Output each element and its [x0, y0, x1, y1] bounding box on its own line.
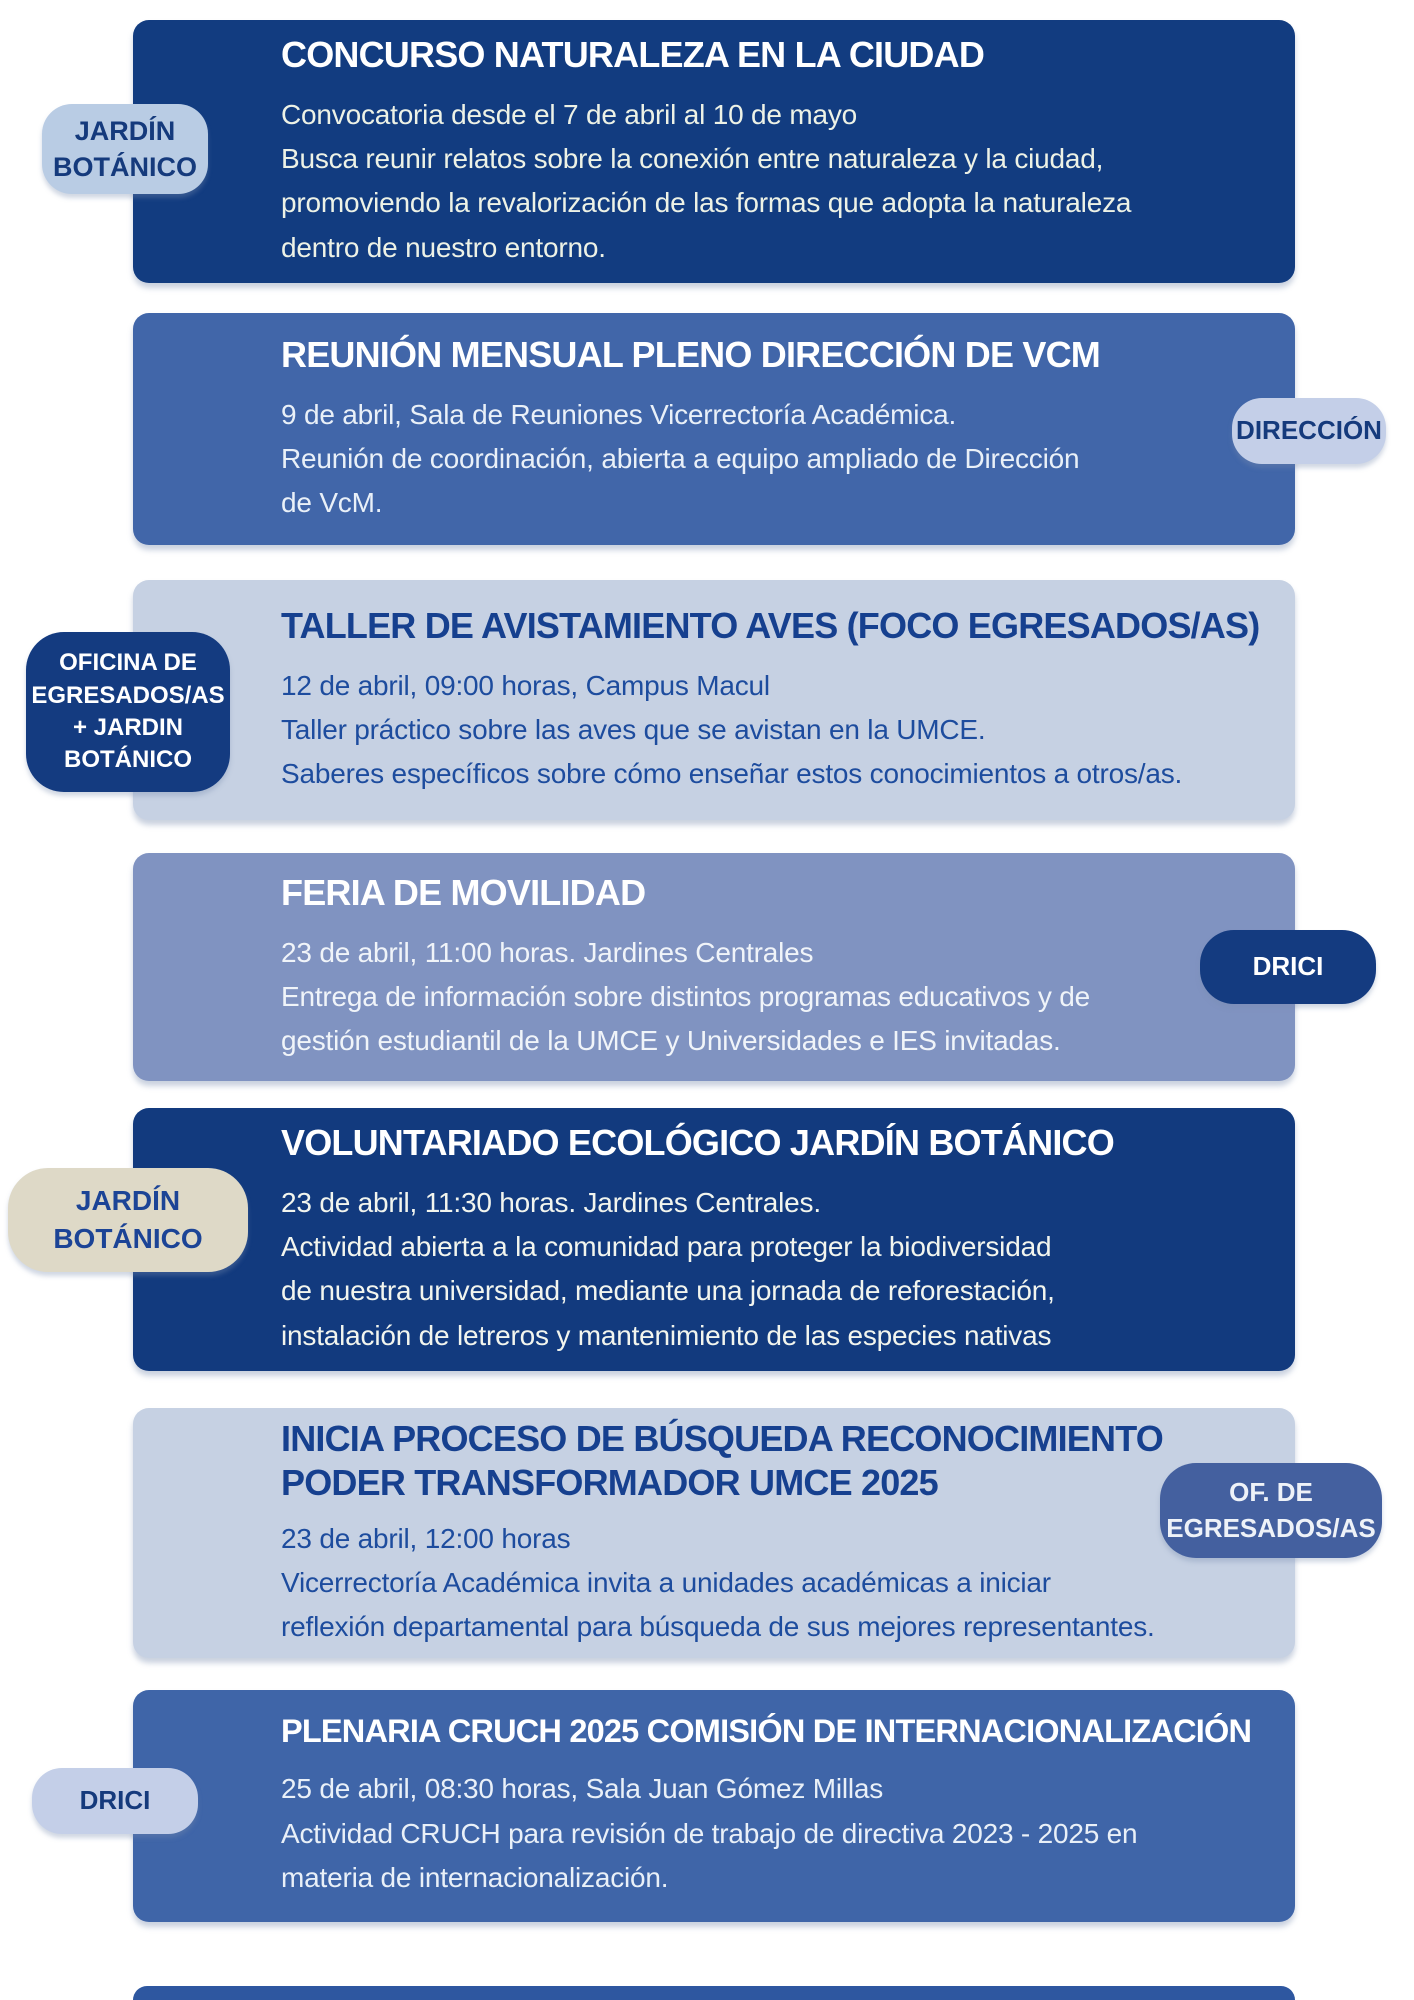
event-title-line: INICIA PROCESO DE BÚSQUEDA RECONOCIMIENTO	[281, 1417, 1163, 1459]
event-title	[281, 604, 1265, 648]
event-description	[281, 93, 1265, 270]
event-card-reunion-pleno-vcm	[133, 313, 1295, 545]
unit-tag-drici-2	[32, 1768, 198, 1834]
event-description-line: Convocatoria desde el 7 de abril al 10 de mayo	[281, 98, 858, 130]
event-description-line: 23 de abril, 11:30 horas. Jardines Centrales.	[281, 1186, 821, 1218]
event-description-line: dentro de nuestro entorno.	[281, 231, 606, 263]
unit-tag-label: DRICI	[79, 1785, 151, 1816]
unit-tag-jardin-botanico	[42, 104, 208, 194]
event-card-poder-transformador	[133, 1408, 1295, 1658]
unit-tag-label: EGRESADOS/AS	[1166, 1512, 1376, 1543]
event-description	[281, 1181, 1265, 1358]
event-title-line: FERIA DE MOVILIDAD	[281, 871, 646, 913]
event-description-line: de nuestra universidad, mediante una jornada de reforestación,	[281, 1275, 1055, 1307]
unit-tag-label: OFICINA DE	[59, 649, 197, 677]
unit-tag-drici	[1200, 930, 1376, 1004]
event-title	[281, 333, 1265, 377]
event-description-line: Taller práctico sobre las aves que se avistan en la UMCE.	[281, 713, 986, 745]
event-title-line: VOLUNTARIADO ECOLÓGICO JARDÍN BOTÁNICO	[281, 1122, 1114, 1164]
unit-tag-oficina-egresados-jardin	[26, 632, 230, 792]
unit-tag-label: DRICI	[1252, 951, 1324, 982]
unit-tag-label: BOTÁNICO	[53, 152, 197, 182]
unit-tag-label: + JARDIN	[72, 714, 184, 741]
event-card-concurso-naturaleza	[133, 20, 1295, 283]
event-card-taller-avistamiento-aves	[133, 580, 1295, 820]
event-description-line: Saberes específicos sobre cómo enseñar estos conocimientos a otros/as.	[281, 758, 1183, 790]
event-description-line: 23 de abril, 11:00 horas. Jardines Centrales	[281, 936, 814, 968]
event-title-line: PODER TRANSFORMADOR UMCE 2025	[281, 1461, 938, 1503]
event-description-line: 23 de abril, 12:00 horas	[281, 1522, 571, 1554]
event-description	[281, 1517, 1265, 1650]
event-card-voluntariado-ecologico	[133, 1108, 1295, 1371]
event-description	[281, 664, 1265, 797]
event-title-line: CONCURSO NATURALEZA EN LA CIUDAD	[281, 34, 985, 76]
event-description-line: promoviendo la revalorización de las formas que adopta la naturaleza	[281, 187, 1132, 219]
event-description-line: Entrega de información sobre distintos programas educativos y de	[281, 980, 1090, 1012]
event-description-line: Busca reunir relatos sobre la conexión entre naturaleza y la ciudad,	[281, 143, 1104, 175]
event-description	[281, 931, 1265, 1064]
event-description-line: reflexión departamental para búsqueda de sus mejores representantes.	[281, 1611, 1155, 1643]
event-title-line: REUNIÓN MENSUAL PLENO DIRECCIÓN DE VCM	[281, 333, 1100, 375]
event-title-line: TALLER DE AVISTAMIENTO AVES (FOCO EGRESADOS/AS)	[281, 604, 1260, 646]
event-description-line: Actividad CRUCH para revisión de trabajo de directiva 2023 - 2025 en	[281, 1817, 1138, 1849]
event-title	[281, 871, 1265, 915]
event-title	[281, 33, 1265, 77]
event-description-line: de VcM.	[281, 487, 383, 519]
event-description-line: Reunión de coordinación, abierta a equipo ampliado de Dirección	[281, 442, 1080, 474]
unit-tag-label: JARDÍN	[74, 115, 176, 146]
unit-tag-of-egresados	[1160, 1463, 1382, 1558]
partial-next-card	[133, 1986, 1295, 2000]
unit-tag-label: BOTÁNICO	[53, 1223, 203, 1254]
event-description	[281, 393, 1265, 526]
unit-tag-label: JARDÍN	[75, 1185, 181, 1217]
event-title	[281, 1712, 1265, 1752]
unit-tag-label: DIRECCIÓN	[1236, 415, 1382, 446]
event-description-line: Vicerrectoría Académica invita a unidades académicas a iniciar	[281, 1566, 1051, 1598]
event-title	[281, 1417, 1265, 1505]
unit-tag-label: EGRESADOS/AS	[31, 681, 225, 709]
event-card-feria-movilidad	[133, 853, 1295, 1081]
event-description-line: Actividad abierta a la comunidad para proteger la biodiversidad	[281, 1231, 1052, 1263]
event-description-line: materia de internacionalización.	[281, 1861, 669, 1893]
event-title-line: PLENARIA CRUCH 2025 COMISIÓN DE INTERNACIONALIZACIÓN	[281, 1712, 1252, 1749]
unit-tag-label: OF. DE	[1229, 1477, 1313, 1508]
event-title	[281, 1121, 1265, 1165]
unit-tag-jardin-botanico-2	[8, 1168, 248, 1272]
event-description-line: gestión estudiantil de la UMCE y Universidades e IES invitadas.	[281, 1025, 1061, 1057]
event-description-line: 25 de abril, 08:30 horas, Sala Juan Gómez Millas	[281, 1773, 884, 1805]
event-description-line: 12 de abril, 09:00 horas, Campus Macul	[281, 669, 770, 701]
unit-tag-direccion	[1232, 398, 1386, 464]
unit-tag-label: BOTÁNICO	[64, 746, 192, 774]
event-card-plenaria-cruch	[133, 1690, 1295, 1922]
event-description-line: 9 de abril, Sala de Reuniones Vicerrectoría Académica.	[281, 398, 957, 430]
event-description-line: instalación de letreros y mantenimiento de las especies nativas	[281, 1319, 1052, 1351]
event-description	[281, 1767, 1265, 1900]
